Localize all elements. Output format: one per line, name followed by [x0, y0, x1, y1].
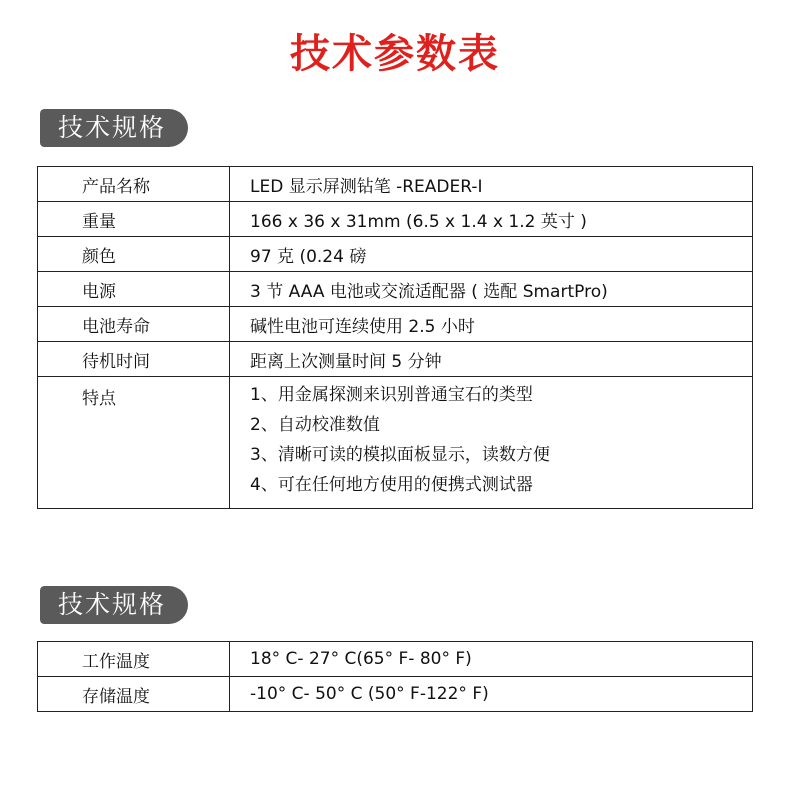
- table-row: [38, 307, 753, 342]
- section-label-specs: 技术规格: [40, 109, 188, 147]
- row-key: 电池寿命: [38, 307, 230, 342]
- table-row: [38, 167, 753, 202]
- row-value: 碱性电池可连续使用 2.5 小时: [230, 307, 753, 342]
- table-row: [38, 642, 753, 677]
- features-list: [250, 377, 752, 508]
- section-label-temperature: 技术规格: [40, 586, 188, 624]
- row-key: 颜色: [38, 237, 230, 272]
- features-cell: [230, 377, 753, 509]
- table-row: [38, 272, 753, 307]
- page-title: 技术参数表: [290, 31, 500, 77]
- row-key: 电源: [38, 272, 230, 307]
- table-row: [38, 202, 753, 237]
- row-value: 3 节 AAA 电池或交流适配器 ( 选配 SmartPro): [230, 272, 753, 307]
- row-value: 166 x 36 x 31mm (6.5 x 1.4 x 1.2 英寸 ): [230, 202, 753, 237]
- row-value: LED 显示屏测钻笔 -READER-I: [230, 167, 753, 202]
- table-row-features: [38, 377, 753, 509]
- feature-item: 2、自动校准数值: [250, 415, 380, 435]
- row-key: 特点: [38, 377, 230, 509]
- row-key: 重量: [38, 202, 230, 237]
- temperature-table: [37, 641, 753, 712]
- row-value: 18° C- 27° C(65° F- 80° F): [230, 642, 753, 677]
- row-value: 97 克 (0.24 磅: [230, 237, 753, 272]
- feature-item: 3、清晰可读的模拟面板显示，读数方便: [250, 445, 550, 465]
- row-key: 产品名称: [38, 167, 230, 202]
- feature-item: 4、可在任何地方使用的便携式测试器: [250, 475, 533, 495]
- table-row: [38, 237, 753, 272]
- row-value: -10° C- 50° C (50° F-122° F): [230, 677, 753, 712]
- row-key: 工作温度: [38, 642, 230, 677]
- spec-table: [37, 166, 753, 509]
- row-key: 待机时间: [38, 342, 230, 377]
- row-key: 存储温度: [38, 677, 230, 712]
- table-row: [38, 677, 753, 712]
- row-value: 距离上次测量时间 5 分钟: [230, 342, 753, 377]
- feature-item: 1、用金属探测来识别普通宝石的类型: [250, 385, 533, 405]
- table-row: [38, 342, 753, 377]
